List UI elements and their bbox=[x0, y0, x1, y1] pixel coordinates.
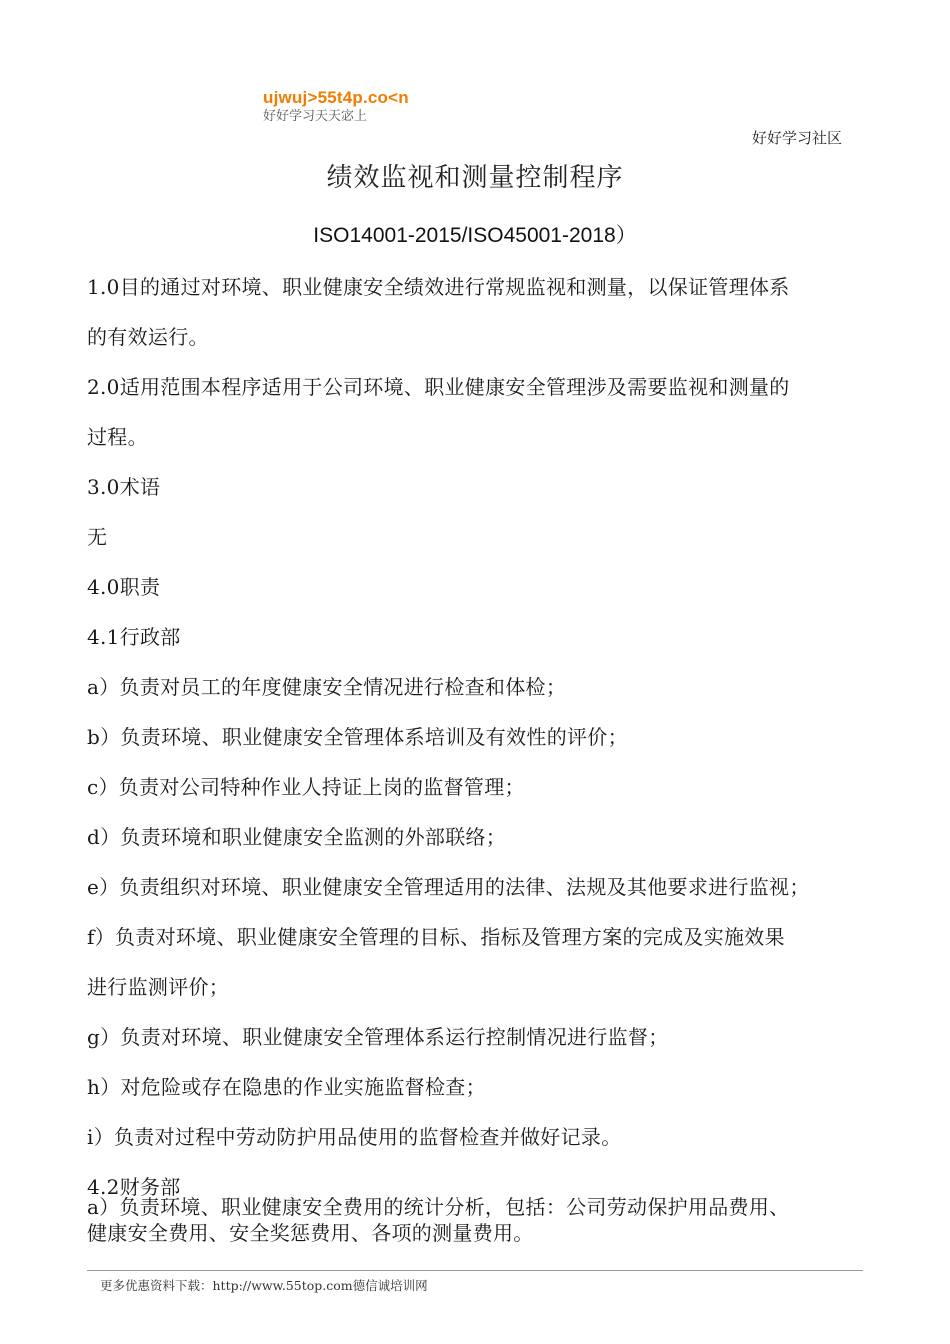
footer-text[interactable]: 更多优惠资料下载：http://www.55top.com德信诚培训网 bbox=[100, 1278, 428, 1293]
document-body bbox=[87, 262, 877, 1212]
site-logo[interactable] bbox=[263, 88, 409, 126]
subsection-heading: 4.1行政部 bbox=[87, 625, 181, 649]
logo-url-text: ujwuj>55t4p.co<n bbox=[263, 88, 409, 107]
subsection-heading: 4.2财务部 bbox=[87, 1175, 181, 1199]
section-heading: 4.0职责 bbox=[87, 575, 161, 599]
footer-divider bbox=[87, 1270, 863, 1271]
list-item: i）负责对过程中劳动防护用品使用的监督检查并做好记录。 bbox=[87, 1125, 622, 1149]
list-item: g）负责对环境、职业健康安全管理体系运行控制情况进行监督； bbox=[87, 1025, 669, 1049]
paragraph-line: 过程。 bbox=[87, 425, 148, 449]
list-item: a）负责环境、职业健康安全费用的统计分析，包括：公司劳动保护用品费用、 bbox=[87, 1195, 790, 1219]
paragraph-line: 2.0适用范围本程序适用于公司环境、职业健康安全管理涉及需要监视和测量的 bbox=[87, 375, 790, 399]
list-item: a）负责对员工的年度健康安全情况进行检查和体检； bbox=[87, 675, 567, 699]
corner-note: 好好学习社区 bbox=[752, 129, 843, 147]
list-item: h）对危险或存在隐患的作业实施监督检查； bbox=[87, 1075, 486, 1099]
list-item: e）负责组织对环境、职业健康安全管理适用的法律、法规及其他要求进行监视； bbox=[87, 875, 810, 899]
list-item: 进行监测评价； bbox=[87, 975, 230, 999]
list-item: d）负责环境和职业健康安全监测的外部联络； bbox=[87, 825, 507, 849]
list-item: 健康安全费用、安全奖惩费用、各项的测量费用。 bbox=[87, 1221, 534, 1245]
document-title: 绩效监视和测量控制程序 bbox=[326, 163, 624, 193]
paragraph-line: 无 bbox=[87, 525, 108, 549]
document-subtitle: ISO14001-2015/ISO45001-2018） bbox=[313, 224, 637, 247]
list-item: f）负责对环境、职业健康安全管理的目标、指标及管理方案的完成及实施效果 bbox=[87, 925, 785, 949]
section-heading: 3.0术语 bbox=[87, 475, 161, 499]
paragraph-line: 的有效运行。 bbox=[87, 325, 209, 349]
logo-slogan: 好好学习天天宓上 bbox=[263, 109, 368, 124]
list-item: b）负责环境、职业健康安全管理体系培训及有效性的评价； bbox=[87, 725, 628, 749]
list-item: c）负责对公司特种作业人持证上岗的监督管理； bbox=[87, 775, 525, 799]
paragraph-line: 1.0目的通过对环境、职业健康安全绩效进行常规监视和测量，以保证管理体系 bbox=[87, 275, 790, 299]
document-body-continued bbox=[87, 1194, 877, 1246]
